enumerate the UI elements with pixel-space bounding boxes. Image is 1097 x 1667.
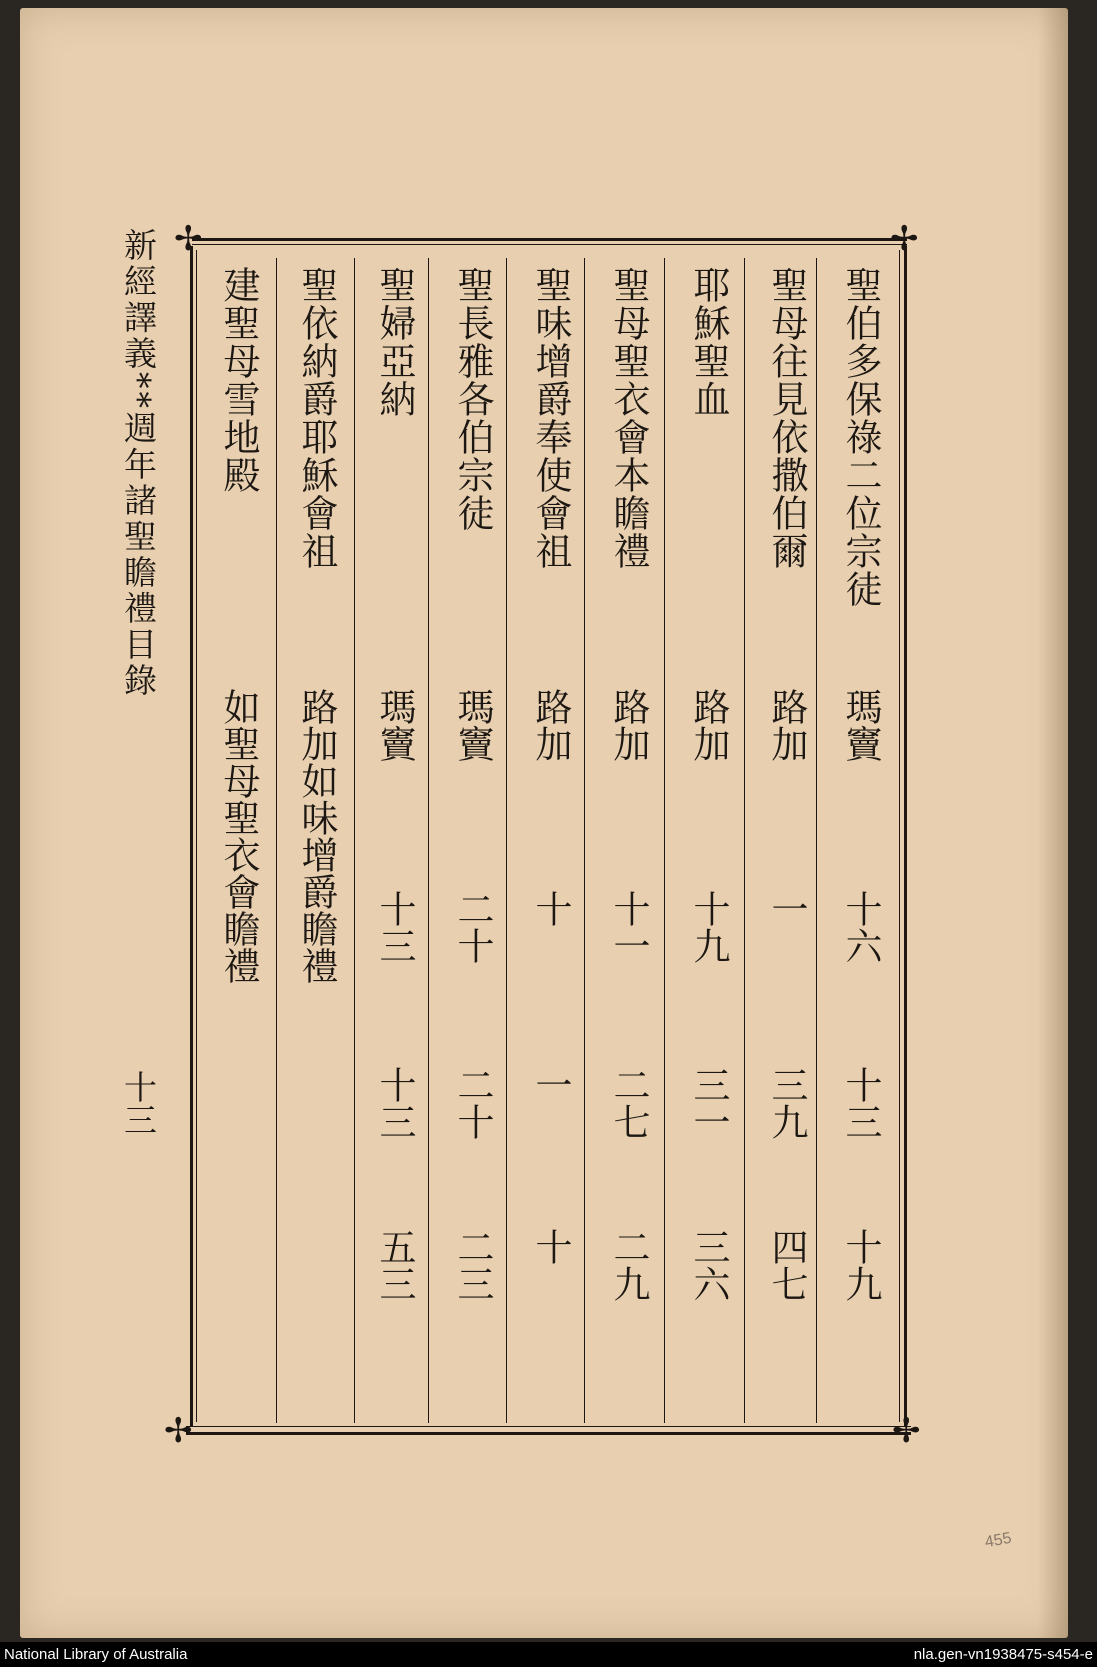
entry-book: 路加: [765, 688, 808, 762]
entry-book: 路加: [529, 688, 572, 762]
frame-right-rule-inner: [899, 250, 900, 1422]
column-divider: [506, 258, 507, 1423]
corner-ornament-bottom-right: ✢: [892, 1411, 921, 1451]
entry-chapter: 十九: [687, 890, 730, 964]
column-divider: [354, 258, 355, 1423]
entry-reference: 路加如味增爵瞻禮: [295, 688, 338, 984]
entry-name: 建聖母雪地殿: [217, 266, 260, 494]
page-number: 十三: [119, 1070, 158, 1136]
column-divider: [664, 258, 665, 1423]
column-divider: [428, 258, 429, 1423]
entry-book: 路加: [687, 688, 730, 762]
entry-chapter: 十六: [839, 890, 882, 964]
frame-top-rule-inner: [192, 244, 907, 245]
frame-top-rule: [192, 238, 907, 241]
column-divider: [744, 258, 745, 1423]
entry-name: 聖長雅各伯宗徒: [451, 266, 494, 532]
entry-chapter: 十: [529, 890, 572, 927]
column-divider: [816, 258, 817, 1423]
entry-verse-start: 二七: [607, 1066, 650, 1140]
entry-reference: 如聖母聖衣會瞻禮: [217, 688, 260, 984]
entry-chapter: 十一: [607, 890, 650, 964]
entry-verse-start: 十三: [839, 1066, 882, 1140]
footer-credit: National Library of Australia: [4, 1646, 188, 1663]
entry-verse-start: 十三: [373, 1066, 416, 1140]
frame-bottom-rule: [186, 1432, 911, 1435]
entry-verse-end: 四七: [765, 1228, 808, 1302]
entry-name: 聖婦亞納: [373, 266, 416, 418]
entry-verse-start: 二十: [451, 1066, 494, 1140]
entry-chapter: 十三: [373, 890, 416, 964]
entry-verse-start: 三一: [687, 1066, 730, 1140]
entry-verse-end: 十: [529, 1228, 572, 1265]
footer-identifier: nla.gen-vn1938475-s454-e: [913, 1646, 1093, 1663]
entry-name: 聖母聖衣會本瞻禮: [607, 266, 650, 570]
page-title: 新經譯義**週年諸聖瞻禮目錄: [119, 228, 158, 699]
column-divider: [276, 258, 277, 1423]
entry-verse-end: 二九: [607, 1228, 650, 1302]
entry-verse-end: 二三: [451, 1228, 494, 1302]
entry-name: 聖伯多保祿二位宗徒: [839, 266, 882, 608]
entry-chapter: 二十: [451, 890, 494, 964]
corner-ornament-bottom-left: ✢: [164, 1411, 193, 1451]
entry-book: 瑪竇: [373, 688, 416, 762]
entry-book: 瑪竇: [451, 688, 494, 762]
footer-bar: [0, 1642, 1097, 1667]
page-edge-shading: [1038, 8, 1068, 1638]
entry-name: 聖味增爵奉使會祖: [529, 266, 572, 570]
corner-ornament-top-right: ✢: [890, 219, 919, 259]
entry-verse-end: 三六: [687, 1228, 730, 1302]
entry-name: 耶穌聖血: [687, 266, 730, 418]
entry-book: 路加: [607, 688, 650, 762]
entry-name: 聖依納爵耶穌會祖: [295, 266, 338, 570]
entry-verse-end: 十九: [839, 1228, 882, 1302]
entry-name: 聖母往見依撒伯爾: [765, 266, 808, 570]
frame-left-rule-inner: [196, 250, 197, 1422]
entry-verse-end: 五三: [373, 1228, 416, 1302]
pencil-stamp: 455: [983, 1529, 1013, 1552]
entry-verse-start: 一: [529, 1066, 572, 1103]
corner-ornament-top-left: ✢: [174, 219, 203, 259]
column-divider: [584, 258, 585, 1423]
frame-bottom-rule-inner: [186, 1426, 911, 1427]
frame-right-rule: [904, 246, 907, 1426]
entry-chapter: 一: [765, 890, 808, 927]
frame-left-rule: [190, 246, 193, 1426]
entry-book: 瑪竇: [839, 688, 882, 762]
entry-verse-start: 三九: [765, 1066, 808, 1140]
